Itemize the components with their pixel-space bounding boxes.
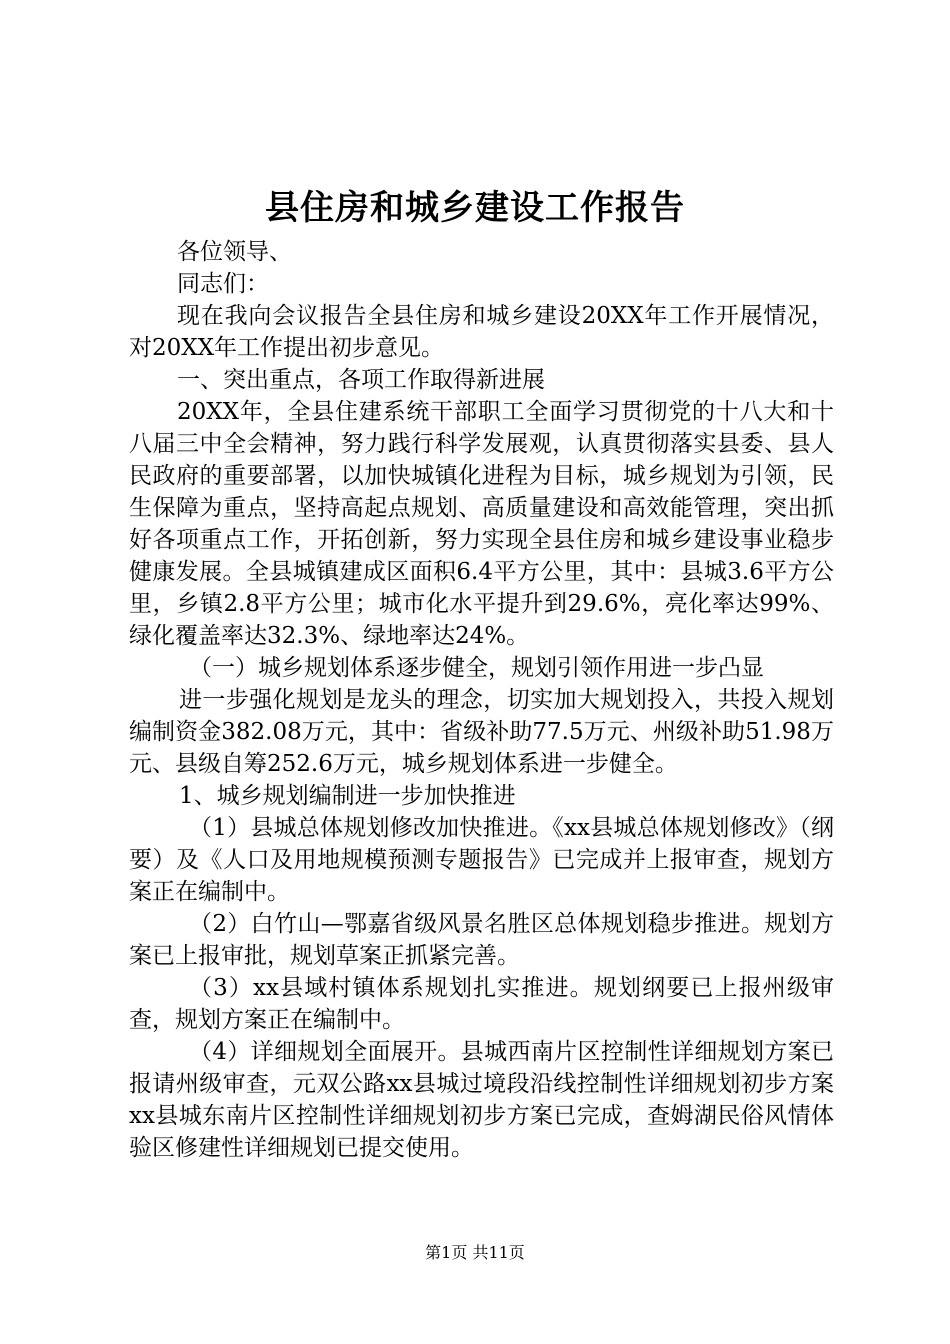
salutation-line-1: 各位领导、 [177, 239, 292, 265]
section-heading-1: 一、突出重点，各项工作取得新进展 [177, 367, 545, 393]
item-heading-1: 1、城乡规划编制进一步加快推进 [179, 783, 516, 809]
planning-investment-paragraph: 进一步强化规划是龙头的理念，切实加大规划投入，共投入规划编制资金382.08万元，其中：省级补助77.5万元、州级补助51.98万元、县级自筹252.6万元，城乡规划体系进一步健全。 [129, 687, 834, 777]
intro-paragraph: 现在我向会议报告全县住房和城乡建设20XX年工作开展情况，对20XX年工作提出初步意见。 [129, 303, 834, 361]
page-number-footer: 第1页 共11页 [425, 1243, 525, 1262]
item-2-paragraph: （2）白竹山—鄂嘉省级风景名胜区总体规划稳步推进。规划方案已上报审批，规划草案正抓紧完善。 [129, 911, 834, 969]
subsection-heading-1: （一）城乡规划体系逐步健全，规划引领作用进一步凸显 [189, 655, 764, 681]
salutation-line-2: 同志们： [177, 271, 269, 297]
document-body [129, 236, 834, 1164]
document-title: 县住房和城乡建设工作报告 [265, 188, 685, 228]
item-3-paragraph: （3）xx县域村镇体系规划扎实推进。规划纲要已上报州级审查，规划方案正在编制中。 [129, 975, 834, 1033]
summary-paragraph: 20XX年，全县住建系统干部职工全面学习贯彻党的十八大和十八届三中全会精神，努力践行科学发展观，认真贯彻落实县委、县人民政府的重要部署，以加快城镇化进程为目标，城乡规划为引领，民生保障为重点，坚持高起点规划、高质量建设和高效能管理，突出抓好各项重点工作，开拓创新，努力实现全县住房和城乡建设事业稳步健康发展。全县城镇建成区面积6.4平方公里，其中：县城3.6平方公里，乡镇2.8平方公里；城市化水平提升到29.6%，亮化率达99%、绿化覆盖率达32.3%、绿地率达24%。 [129, 399, 834, 649]
item-1-paragraph: （1）县城总体规划修改加快推进。《xx县城总体规划修改》（纲要）及《人口及用地规模预测专题报告》已完成并上报审查，规划方案正在编制中。 [129, 815, 834, 905]
item-4-paragraph: （4）详细规划全面展开。县城西南片区控制性详细规划方案已报请州级审查，元双公路xx县城过境段沿线控制性详细规划初步方案xx县城东南片区控制性详细规划初步方案已完成，查姆湖民俗风情体验区修建性详细规划已提交使用。 [129, 1039, 834, 1161]
